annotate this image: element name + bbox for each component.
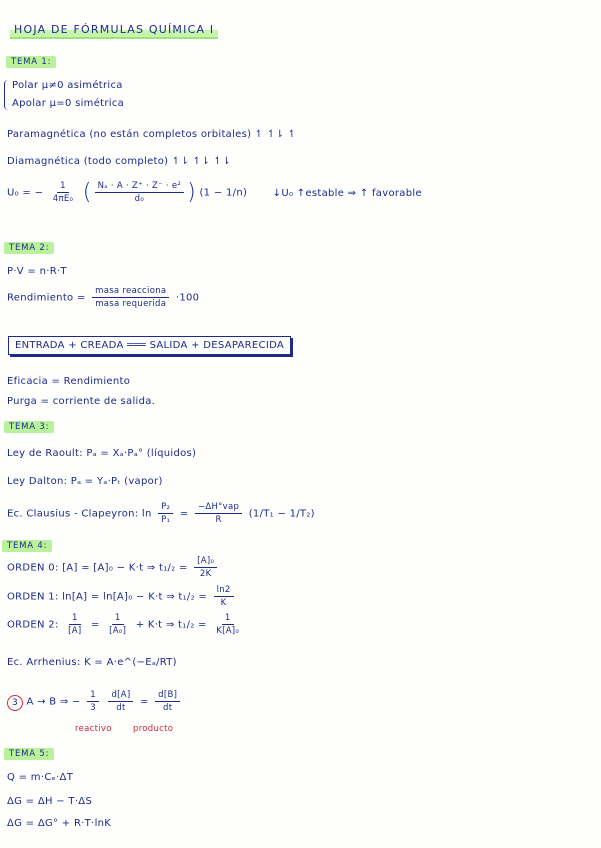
brace-icon <box>4 80 9 110</box>
u0-fraction-1 <box>50 181 77 204</box>
tema1-heading: TEMA 1: <box>6 56 56 68</box>
rate-fraction-2 <box>108 690 133 713</box>
orden2-eq: = <box>90 619 100 631</box>
section-heading-tema4 <box>2 540 52 551</box>
tema2-heading: TEMA 2: <box>4 242 54 254</box>
orden2-fraction-a <box>65 613 84 636</box>
orden0-text: ORDEN 0: [A] = [A]₀ − K·t ⇒ t₁/₂ = <box>7 562 188 574</box>
orden2-lhs: ORDEN 2: <box>7 619 59 631</box>
orden2-fraction-b <box>106 613 129 636</box>
clausius-clapeyron-formula <box>7 502 315 525</box>
orden0-formula <box>7 556 220 579</box>
raoult-line: Ley de Raoult: Pₐ = Xₐ·Pₐ° (líquidos) <box>7 448 197 459</box>
stoich-coefficient-circle: 3 <box>7 695 23 711</box>
tema5-heading: TEMA 5: <box>4 748 54 760</box>
dalton-line: Ley Dalton: Pₐ = Yₐ·Pₜ (vapor) <box>7 476 163 487</box>
orden2-b-den: [A₀] <box>109 626 127 636</box>
apolar-line: Apolar μ=0 simétrica <box>12 98 125 109</box>
orden2-c-num: 1 <box>222 613 234 625</box>
cc-lhs: Ec. Clausius - Clapeyron: ln <box>7 508 152 520</box>
orden0-den: 2K <box>199 569 212 579</box>
orden2-a-den: [A] <box>68 626 82 636</box>
rate-f3-den: dt <box>163 703 173 713</box>
rate-fraction-3 <box>155 690 180 713</box>
cc-eq: = <box>179 508 189 520</box>
rate-f3-num: d[B] <box>155 690 180 702</box>
orden1-formula <box>7 585 237 608</box>
orden0-num: [A]₀ <box>194 556 217 568</box>
u0-f1-den: 4πE₀ <box>52 194 74 204</box>
u0-f1-num: 1 <box>57 181 69 193</box>
gibbs-line-1: ΔG = ΔH − T·ΔS <box>7 796 93 807</box>
cc-fraction-1 <box>158 502 173 525</box>
orden2-b-num: 1 <box>112 613 124 625</box>
rend-num: masa reacciona <box>92 286 169 298</box>
u0-tail: (1 − 1/n) <box>199 187 248 199</box>
rate-eq2: = <box>139 696 149 708</box>
section-heading-tema1 <box>6 56 56 67</box>
u0-note: ↓U₀ ↑estable ⇒ ↑ favorable <box>272 187 422 199</box>
orden2-formula <box>7 613 245 636</box>
mass-balance-box: ENTRADA + CREADA ═══ SALIDA + DESAPARECIDA <box>8 336 291 355</box>
orden1-den: K <box>220 598 227 608</box>
ideal-gas-line: P·V = n·R·T <box>7 266 67 277</box>
section-heading-tema5 <box>4 748 54 759</box>
gibbs-line-2: ΔG = ΔG° + R·T·lnK <box>7 818 112 829</box>
tema4-heading: TEMA 4: <box>2 540 52 552</box>
label-reactivo: reactivo <box>75 724 112 734</box>
cc-f1-den: P₁ <box>161 515 171 525</box>
rendimiento-formula <box>7 286 199 309</box>
rate-fraction-1 <box>87 690 99 713</box>
paren-open: ( <box>82 180 92 205</box>
paren-close: ) <box>187 180 196 205</box>
label-producto: producto <box>133 724 174 734</box>
u0-f2-num: Nₐ · A · Z⁺ · Z⁻ · e² <box>95 181 184 193</box>
rate-f2-den: dt <box>116 703 126 713</box>
orden1-num: ln2 <box>214 585 234 597</box>
eficacia-line: Eficacia = Rendimiento <box>7 376 131 387</box>
section-heading-tema2 <box>4 242 54 253</box>
cc-f1-num: P₂ <box>158 502 173 514</box>
u0-fraction-2 <box>95 181 184 204</box>
rend-tail: ·100 <box>175 292 200 304</box>
u0-f2-den: d₀ <box>134 194 145 204</box>
rate-eq: A → B ⇒ − <box>26 696 81 708</box>
cc-f2-den: R <box>215 515 222 525</box>
rate-f2-num: d[A] <box>108 690 133 702</box>
section-heading-tema3 <box>4 421 54 432</box>
rate-law-formula <box>7 690 183 713</box>
purga-line: Purga = corriente de salida. <box>7 396 156 407</box>
arrhenius-line: Ec. Arrhenius: K = A·e^(−Eₐ/RT) <box>7 657 177 668</box>
orden1-text: ORDEN 1: ln[A] = ln[A]₀ − K·t ⇒ t₁/₂ = <box>7 591 208 603</box>
orden0-fraction <box>194 556 217 579</box>
rend-lhs: Rendimiento = <box>7 292 86 304</box>
orden2-mid: + K·t ⇒ t₁/₂ = <box>135 619 207 631</box>
page-title: HOJA DE FÓRMULAS QUÍMICA I <box>10 22 218 39</box>
cc-fraction-2 <box>195 502 242 525</box>
u0-lhs: U₀ = − <box>7 187 44 199</box>
paramagnetic-line: Paramagnética (no están completos orbitales) ↿ ↿⇂ ↿ <box>7 129 297 140</box>
cc-f2-num: −ΔH°vap <box>195 502 242 514</box>
rend-fraction <box>92 286 169 309</box>
orden2-fraction-c <box>213 613 242 636</box>
diamagnetic-line: Diamagnética (todo completo) ↿⇂ ↿⇂ ↿⇂ <box>7 156 231 167</box>
rend-den: masa requerida <box>95 299 167 309</box>
cc-f3: (1/T₁ − 1/T₂) <box>248 508 315 520</box>
orden2-c-den: K[A]₀ <box>216 626 240 636</box>
lattice-energy-formula <box>7 180 422 205</box>
tema3-heading: TEMA 3: <box>4 421 54 433</box>
orden2-a-num: 1 <box>69 613 81 625</box>
rate-f1-num: 1 <box>87 690 99 702</box>
orden1-fraction <box>214 585 234 608</box>
heat-line: Q = m·Cₑ·ΔT <box>7 772 74 783</box>
polar-line: Polar μ≠0 asimétrica <box>12 80 123 91</box>
rate-f1-den: 3 <box>90 703 96 713</box>
